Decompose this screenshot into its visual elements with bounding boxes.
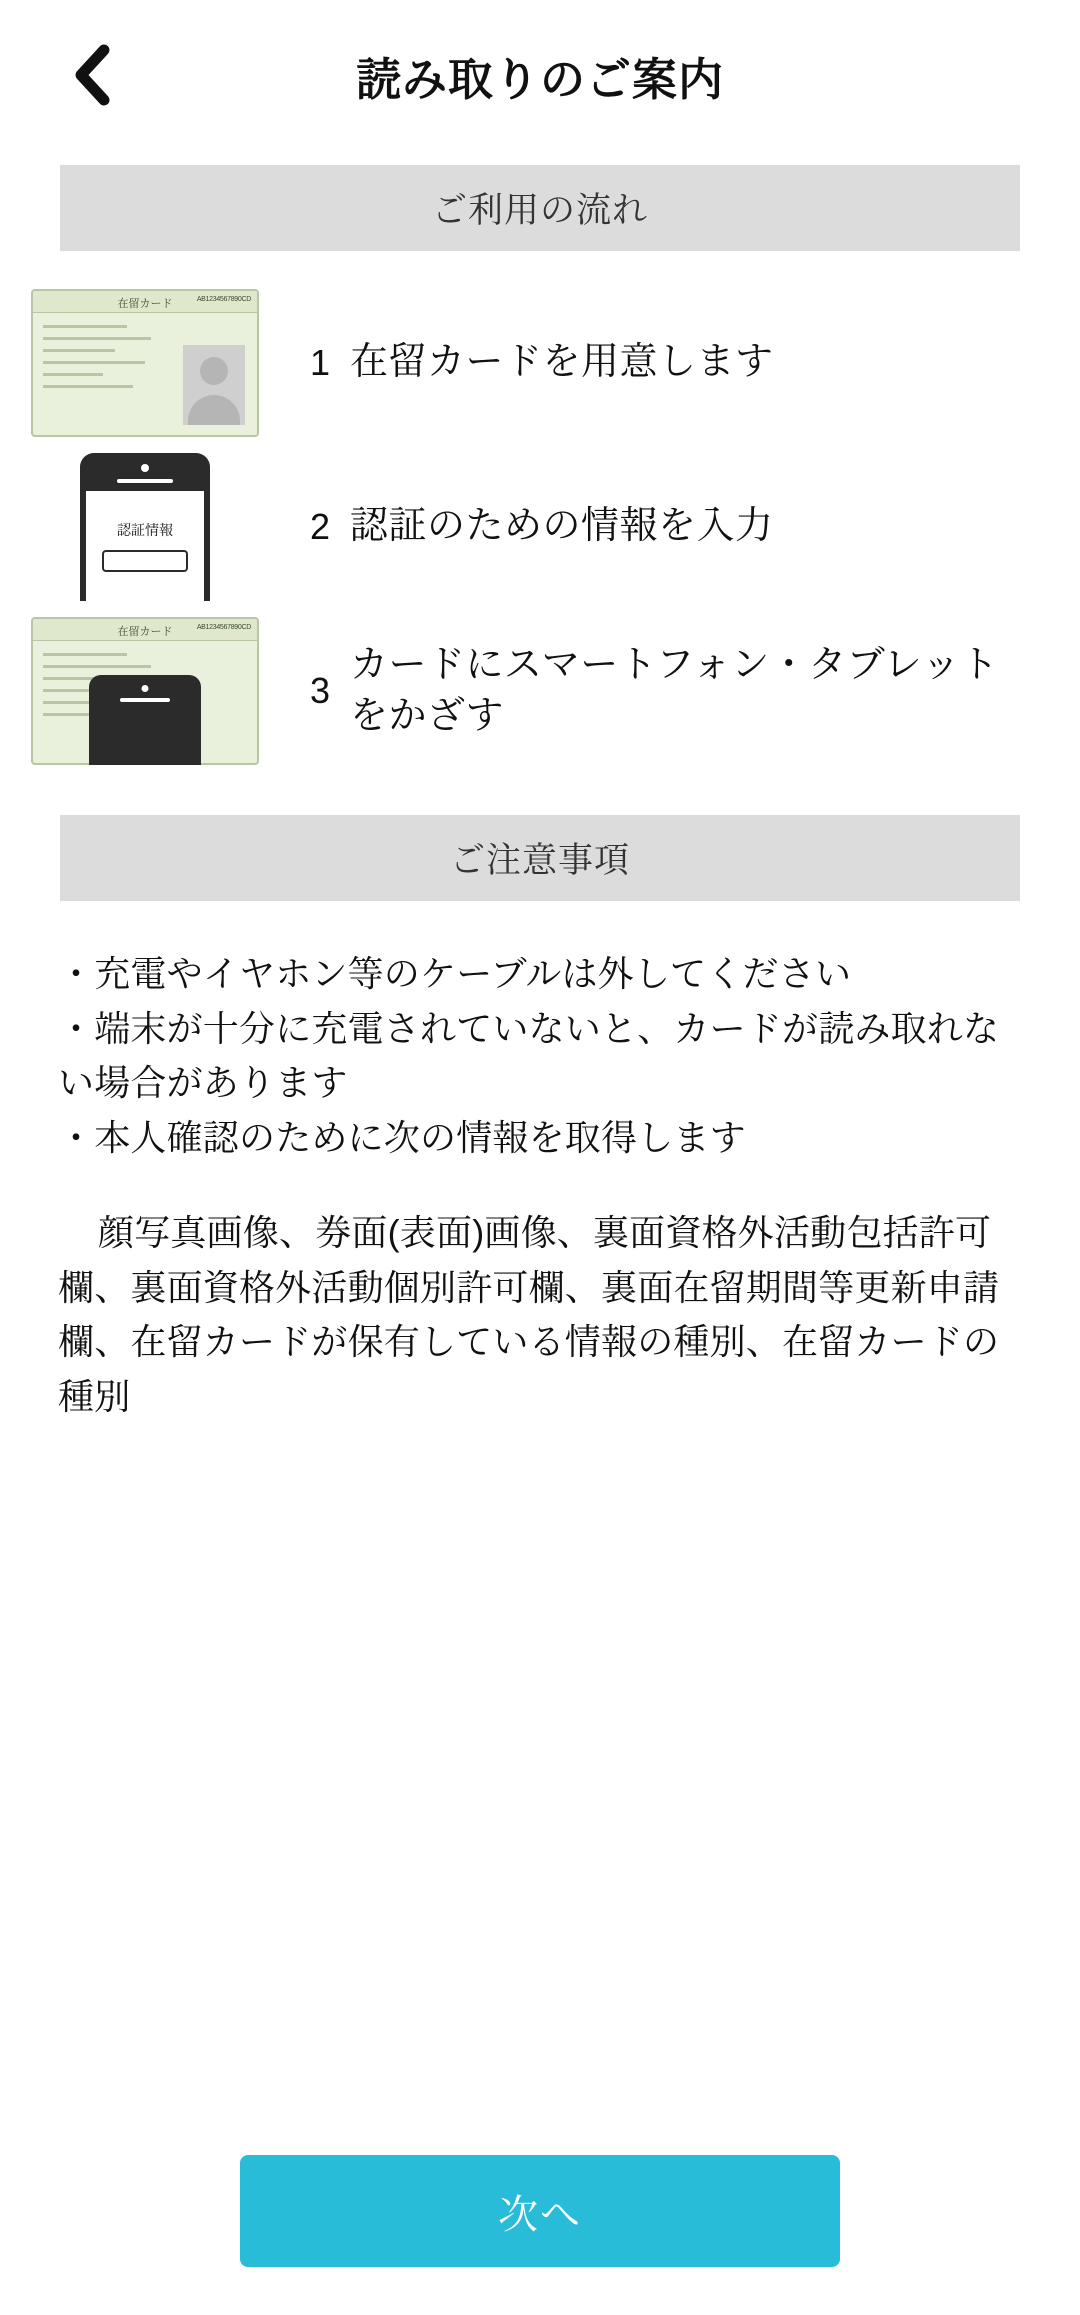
phone-screen-label: 認証情報 xyxy=(117,522,173,538)
chevron-left-icon xyxy=(72,44,112,106)
flow-section-heading: ご利用の流れ xyxy=(60,165,1020,251)
step-text: カードにスマートフォン・タブレットをかざす xyxy=(350,643,999,737)
card-number-label: AB1234567890CD xyxy=(196,296,251,303)
smartphone-icon xyxy=(80,453,210,601)
back-button[interactable] xyxy=(62,45,122,105)
step-text: 認証のための情報を入力 xyxy=(350,505,774,548)
residence-card-icon xyxy=(31,289,259,437)
list-item xyxy=(0,445,1080,609)
notice-section-heading: ご注意事項 xyxy=(60,815,1020,901)
notice-bullet: ・本人確認のために次の情報を取得します xyxy=(58,1117,746,1159)
notice-bullet: ・端末が十分に充電されていないと、カードが読み取れない場合があります xyxy=(58,1007,1000,1104)
step-number: 2 xyxy=(309,506,331,547)
card-title-label: 在留カード xyxy=(117,626,173,638)
next-button[interactable]: 次へ xyxy=(240,2155,840,2267)
step-3-figure xyxy=(0,617,290,765)
notice-bullet: ・充電やイヤホン等のケーブルは外してください xyxy=(58,953,852,994)
card-tap-phone-icon xyxy=(31,617,259,765)
page-title: 読み取りのご案内 xyxy=(355,53,724,105)
notice-body xyxy=(58,947,1022,1425)
footer-bar xyxy=(0,2155,1080,2267)
step-number: 3 xyxy=(309,670,331,711)
phone-input-field-icon xyxy=(102,550,188,572)
list-item xyxy=(0,281,1080,445)
step-text: 在留カードを用意します xyxy=(350,341,774,384)
step-1-figure xyxy=(0,289,290,437)
notice-paragraph: 顔写真画像、券面(表面)画像、裏面資格外活動包括許可欄、裏面資格外活動個別許可欄、裏面在留期間等更新申請欄、在留カードが保有している情報の種別、在留カードの種別 xyxy=(58,1211,1000,1418)
step-2-figure xyxy=(0,453,290,601)
card-number-label: AB1234567890CD xyxy=(196,624,251,631)
card-photo-icon xyxy=(183,345,245,425)
smartphone-overlay-icon xyxy=(89,675,201,765)
app-header xyxy=(0,0,1080,150)
flow-steps-list xyxy=(0,281,1080,773)
list-item xyxy=(0,609,1080,773)
step-number: 1 xyxy=(309,342,331,383)
card-title-label: 在留カード xyxy=(117,298,173,310)
